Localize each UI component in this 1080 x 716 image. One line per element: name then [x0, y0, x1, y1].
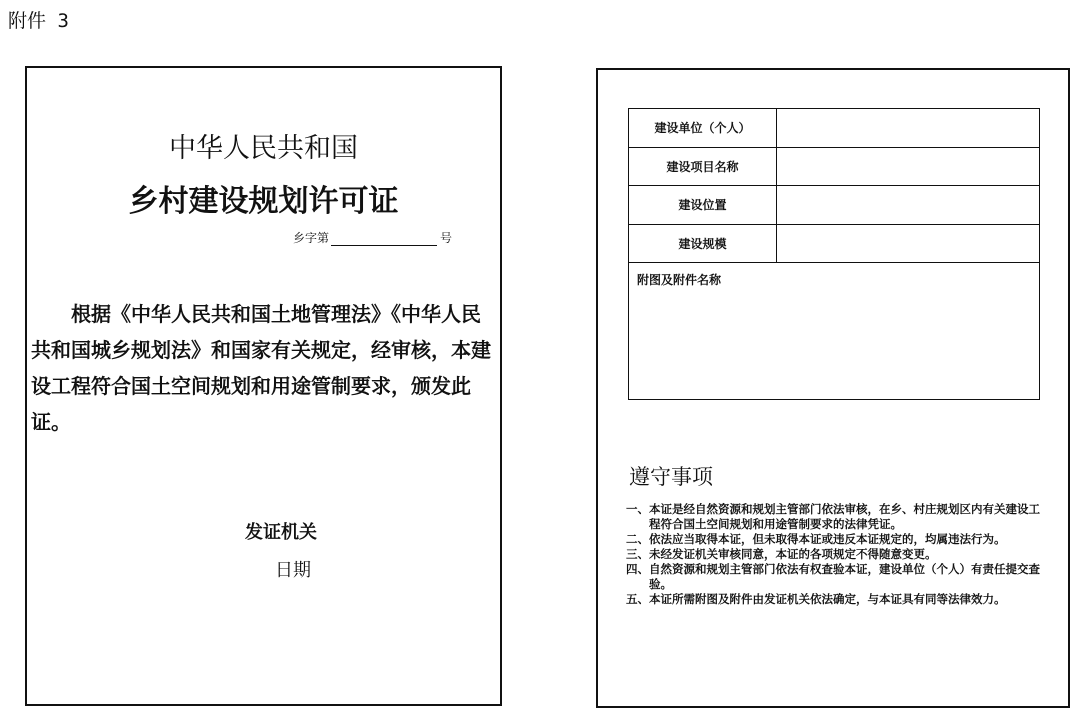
- row-label: 建设位置: [629, 186, 777, 224]
- row-label: 建设单位（个人）: [629, 109, 777, 147]
- project-info-table: [628, 108, 1040, 400]
- rule-text: 未经发证机关审核同意，本证的各项规定不得随意变更。: [649, 547, 937, 561]
- certificate-number: [293, 229, 452, 246]
- issuing-authority: 发证机关: [245, 522, 317, 543]
- row-label: 建设项目名称: [629, 148, 777, 186]
- rule-number: 三、: [626, 547, 649, 561]
- rule-text: 本证是经自然资源和规划主管部门依法审核，在乡、村庄规划区内有关建设工程符合国土空间规划和用途管制要求的法律凭证。: [649, 502, 1040, 531]
- rule-number: 一、: [626, 502, 649, 516]
- number-blank: [331, 233, 437, 246]
- list-item: [626, 562, 1044, 592]
- row-value: [777, 186, 1039, 224]
- rules-list: [626, 502, 1044, 607]
- certificate-front-page: [25, 66, 502, 706]
- table-row: [629, 186, 1039, 225]
- list-item: [626, 547, 1044, 562]
- row-value: [777, 225, 1039, 263]
- number-suffix: 号: [440, 231, 453, 245]
- attachment-label: 附件 3: [8, 10, 69, 32]
- rule-number: 二、: [626, 532, 649, 546]
- certificate-body-text: 根据《中华人民共和国土地管理法》《中华人民共和国城乡规划法》和国家有关规定，经审核，本建设工程符合国土空间规划和用途管制要求，颁发此证。: [31, 302, 491, 434]
- table-row: [629, 148, 1039, 187]
- table-row: [629, 109, 1039, 148]
- number-prefix: 乡字第: [293, 231, 330, 245]
- list-item: [626, 592, 1044, 607]
- table-row: [629, 225, 1039, 264]
- attachments-label: 附图及附件名称: [637, 273, 722, 287]
- certificate-back-page: [596, 68, 1070, 708]
- rule-text: 自然资源和规划主管部门依法有权查验本证，建设单位（个人）有责任提交查验。: [649, 562, 1040, 591]
- list-item: [626, 502, 1044, 532]
- row-value: [777, 109, 1039, 147]
- certificate-title: 乡村建设规划许可证: [128, 184, 399, 219]
- rule-text: 本证所需附图及附件由发证机关依法确定，与本证具有同等法律效力。: [649, 592, 1006, 606]
- country-name: 中华人民共和国: [169, 133, 358, 164]
- issue-date-label: 日期: [275, 560, 311, 581]
- rule-number: 四、: [626, 562, 649, 576]
- rule-text: 依法应当取得本证，但未取得本证或违反本证规定的，均属违法行为。: [649, 532, 1006, 546]
- rules-title: 遵守事项: [629, 465, 713, 489]
- row-value: [777, 148, 1039, 186]
- row-label: 建设规模: [629, 225, 777, 263]
- rule-number: 五、: [626, 592, 649, 606]
- list-item: [626, 532, 1044, 547]
